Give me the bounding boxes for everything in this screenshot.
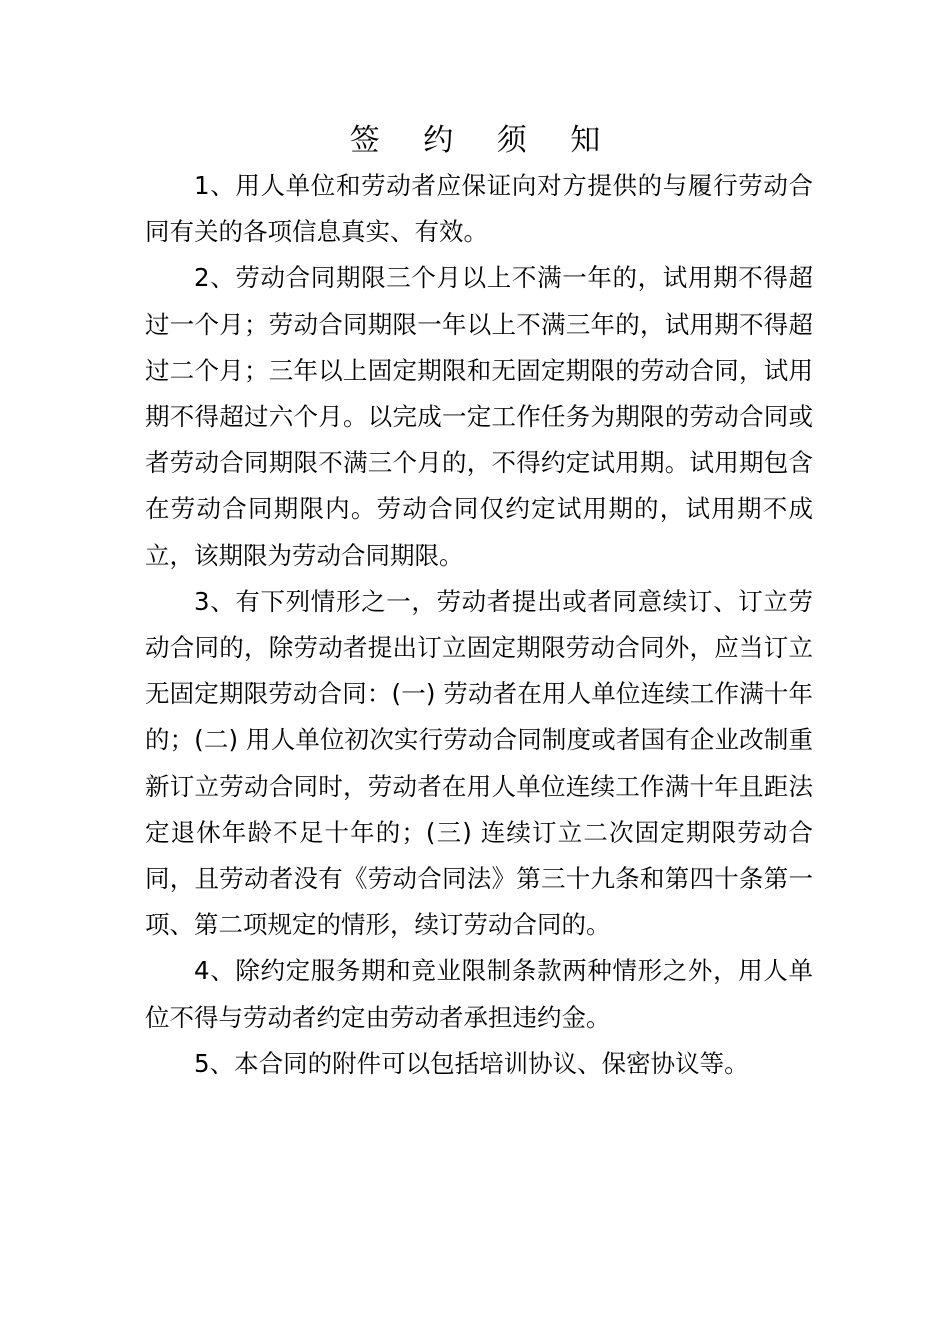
clause-list xyxy=(145,163,813,1087)
clause-1: 1、用人单位和劳动者应保证向对方提供的与履行劳动合同有关的各项信息真实、有效。 xyxy=(145,171,813,247)
clause-4: 4、除约定服务期和竞业限制条款两种情形之外，用人单位不得与劳动者约定由劳动者承担违约金。 xyxy=(145,956,813,1032)
page-title: 签 约 须 知 xyxy=(349,123,618,158)
clause-3: 3、有下列情形之一，劳动者提出或者同意续订、订立劳动合同的，除劳动者提出订立固定期限劳动合同外，应当订立无固定期限劳动合同：(一) 劳动者在用人单位连续工作满十年的；(二) 用人单位初次实行劳动合同制度或者国有企业改制重新订立劳动合同时，劳动者在用人单位连续工作满十年且距法定退休年龄不足十年的；(三) 连续订立二次固定期限劳动合同，且劳动者没有《劳动合同法》第三十九条和第四十条第一项、第二项规定的情形，续订劳动合同的。 xyxy=(145,586,813,940)
clause-2: 2、劳动合同期限三个月以上不满一年的，试用期不得超过一个月；劳动合同期限一年以上不满三年的，试用期不得超过二个月；三年以上固定期限和无固定期限的劳动合同，试用期不得超过六个月。以完成一定工作任务为期限的劳动合同或者劳动合同期限不满三个月的，不得约定试用期。试用期包含在劳动合同期限内。劳动合同仅约定试用期的，试用期不成立，该期限为劳动合同期限。 xyxy=(145,263,813,570)
clause-5: 5、本合同的附件可以包括培训协议、保密协议等。 xyxy=(194,1048,749,1078)
